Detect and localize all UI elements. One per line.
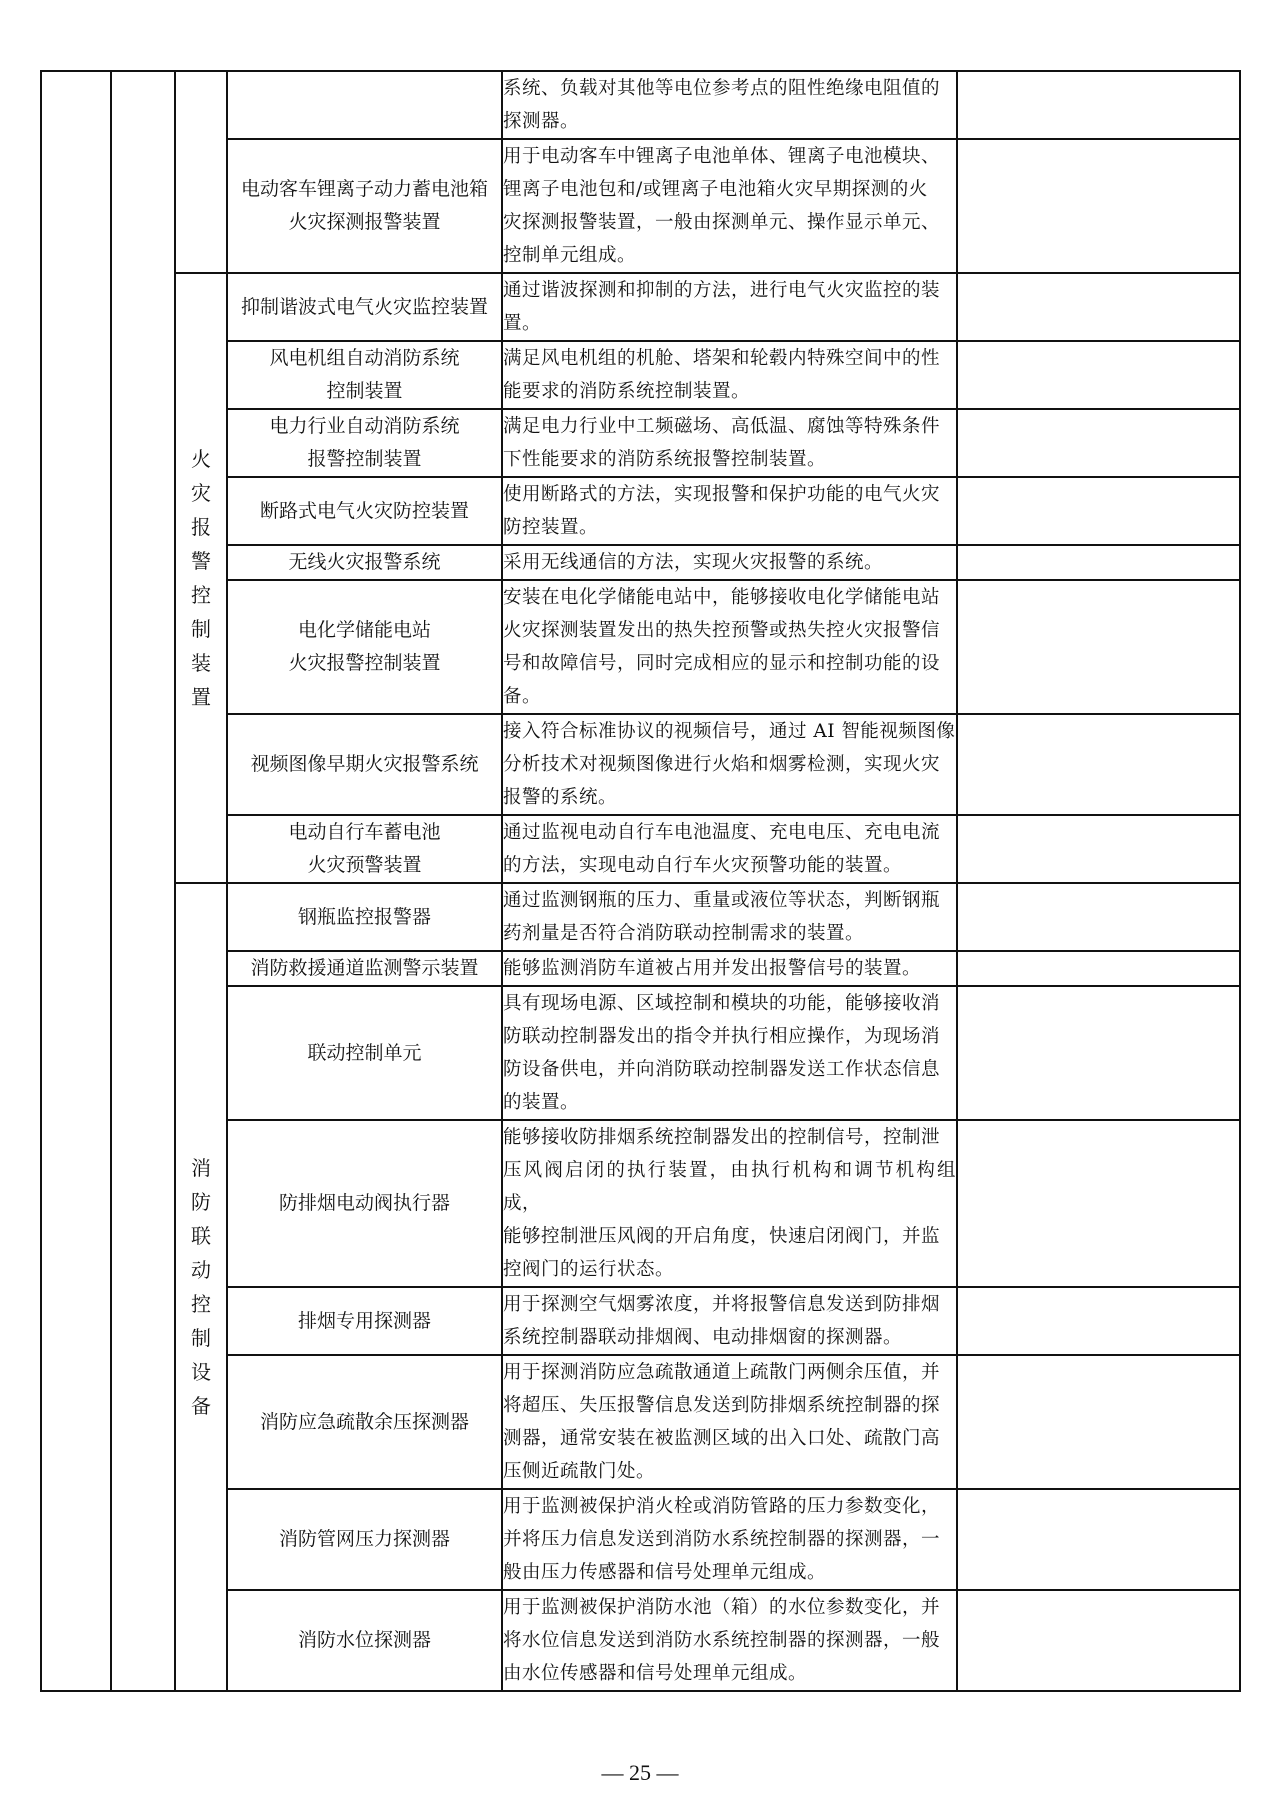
description-line: 接入符合标准协议的视频信号，通过 AI 智能视频图像 <box>503 721 956 742</box>
description-line: 探测器。 <box>503 111 580 132</box>
page-number: — 25 — <box>601 1760 679 1785</box>
category-label-char: 警 <box>191 549 211 573</box>
remarks-cell <box>957 580 1240 714</box>
product-name-line: 电力行业自动消防系统 <box>269 415 460 437</box>
remarks-cell <box>957 1590 1240 1691</box>
description-line: 压侧近疏散门处。 <box>503 1461 656 1482</box>
remarks-cell <box>957 409 1240 477</box>
product-description-cell <box>502 341 957 409</box>
category-label-char: 报 <box>191 515 211 539</box>
product-name-line: 消防应急疏散余压探测器 <box>259 1410 469 1433</box>
product-name-line: 火灾预警装置 <box>307 854 422 876</box>
remarks-cell <box>957 139 1240 273</box>
description-line: 能够监测消防车道被占用并发出报警信号的装置。 <box>503 958 922 979</box>
category-label-char: 动 <box>191 1258 211 1282</box>
description-line: 防控装置。 <box>503 517 599 538</box>
product-name-cell <box>227 714 502 815</box>
product-description-cell <box>502 273 957 341</box>
product-description-cell <box>502 477 957 545</box>
subclass-column <box>111 71 175 1691</box>
description-line: 控制单元组成。 <box>503 245 637 266</box>
product-name-cell <box>227 1590 502 1691</box>
product-description-cell <box>502 1355 957 1489</box>
table-row <box>41 273 1240 341</box>
product-name-cell <box>227 1287 502 1355</box>
product-description-cell <box>502 714 957 815</box>
description-line: 锂离子电池包和/或锂离子电池箱火灾早期探测的火 <box>503 179 928 200</box>
category-label-char: 装 <box>191 651 211 675</box>
category-label-char: 制 <box>191 1326 211 1350</box>
product-description-cell <box>502 951 957 986</box>
description-line: 能要求的消防系统控制装置。 <box>503 381 751 402</box>
product-name-cell <box>227 139 502 273</box>
description-line: 防联动控制器发出的指令并执行相应操作，为现场消 <box>503 1026 941 1047</box>
category-label-char: 控 <box>191 1292 211 1316</box>
category-label-char: 防 <box>191 1190 211 1214</box>
description-line: 系统控制器联动排烟阀、电动排烟窗的探测器。 <box>503 1327 903 1348</box>
remarks-cell <box>957 273 1240 341</box>
description-line: 压风阀启闭的执行装置，由执行机构和调节机构组成， <box>503 1160 956 1214</box>
product-name-line: 断路式电气火灾防控装置 <box>259 499 469 522</box>
category-label-char: 控 <box>191 583 211 607</box>
remarks-cell <box>957 545 1240 580</box>
category-cell-linkage-control <box>175 883 227 1691</box>
product-name-line: 电化学储能电站 <box>297 619 431 641</box>
product-name-cell <box>227 580 502 714</box>
remarks-cell <box>957 71 1240 139</box>
description-line: 报警的系统。 <box>503 787 618 808</box>
product-description-cell <box>502 1287 957 1355</box>
description-line: 用于探测消防应急疏散通道上疏散门两侧余压值，并 <box>503 1362 941 1383</box>
product-name-cell <box>227 71 502 139</box>
description-line: 的装置。 <box>503 1092 580 1113</box>
product-name-cell <box>227 815 502 883</box>
product-name-cell <box>227 409 502 477</box>
description-line: 采用无线通信的方法，实现火灾报警的系统。 <box>503 552 884 573</box>
category-label-char: 联 <box>191 1224 211 1248</box>
description-line: 用于探测空气烟雾浓度，并将报警信息发送到防排烟 <box>503 1294 941 1315</box>
description-line: 将水位信息发送到消防水系统控制器的探测器，一般 <box>503 1630 941 1651</box>
product-name-line: 无线火灾报警系统 <box>288 551 441 573</box>
product-description-cell <box>502 815 957 883</box>
product-description-cell <box>502 409 957 477</box>
description-line: 般由压力传感器和信号处理单元组成。 <box>503 1562 827 1583</box>
remarks-cell <box>957 477 1240 545</box>
product-name-cell <box>227 1489 502 1590</box>
product-name-cell <box>227 341 502 409</box>
class-column <box>41 71 111 1691</box>
category-label-char: 消 <box>191 1156 211 1180</box>
category-label-char: 火 <box>191 447 211 471</box>
table-row <box>41 883 1240 951</box>
description-line: 灾探测报警装置，一般由探测单元、操作显示单元、 <box>503 212 941 233</box>
product-name-line: 防排烟电动阀执行器 <box>278 1192 450 1214</box>
description-line: 并将压力信息发送到消防水系统控制器的探测器，一 <box>503 1529 941 1550</box>
description-line: 能够接收防排烟系统控制器发出的控制信号，控制泄 <box>503 1127 941 1148</box>
description-line: 火灾探测装置发出的热失控预警或热失控火灾报警信 <box>503 620 941 641</box>
description-line: 通过监测钢瓶的压力、重量或液位等状态，判断钢瓶 <box>503 890 941 911</box>
category-label-char: 置 <box>191 685 211 709</box>
description-line: 用于监测被保护消火栓或消防管路的压力参数变化， <box>503 1496 941 1517</box>
product-description-cell <box>502 1120 957 1287</box>
product-name-line: 电动客车锂离子动力蓄电池箱 <box>240 178 488 200</box>
remarks-cell <box>957 341 1240 409</box>
product-name-line: 消防水位探测器 <box>297 1629 431 1651</box>
product-name-line: 抑制谐波式电气火灾监控装置 <box>240 295 488 318</box>
description-line: 通过谐波探测和抑制的方法，进行电气火灾监控的装 <box>503 280 941 301</box>
product-name-line: 视频图像早期火灾报警系统 <box>250 753 479 775</box>
category-label-char: 制 <box>191 617 211 641</box>
product-description-cell <box>502 545 957 580</box>
product-name-line: 控制装置 <box>326 380 403 402</box>
product-name-line: 报警控制装置 <box>307 448 422 470</box>
description-line: 能够控制泄压风阀的开启角度，快速启闭阀门，并监 <box>503 1226 941 1247</box>
description-line: 控阀门的运行状态。 <box>503 1259 675 1280</box>
remarks-cell <box>957 815 1240 883</box>
description-line: 下性能要求的消防系统报警控制装置。 <box>503 449 827 470</box>
description-line: 备。 <box>503 686 542 707</box>
description-line: 置。 <box>503 313 542 334</box>
product-description-cell <box>502 71 957 139</box>
product-name-cell <box>227 883 502 951</box>
description-line: 满足风电机组的机舱、塔架和轮毂内特殊空间中的性 <box>503 348 941 369</box>
description-line: 系统、负载对其他等电位参考点的阻性绝缘电阻值的 <box>503 78 941 99</box>
product-name-line: 火灾报警控制装置 <box>288 652 441 674</box>
description-line: 使用断路式的方法，实现报警和保护功能的电气火灾 <box>503 484 941 505</box>
product-description-cell <box>502 1590 957 1691</box>
remarks-cell <box>957 951 1240 986</box>
category-label <box>191 1151 211 1423</box>
category-label-char: 设 <box>191 1360 211 1384</box>
description-line: 通过监视电动自行车电池温度、充电电压、充电电流 <box>503 822 941 843</box>
remarks-cell <box>957 883 1240 951</box>
product-name-line: 电动自行车蓄电池 <box>288 821 441 843</box>
product-description-cell <box>502 139 957 273</box>
product-name-line: 消防救援通道监测警示装置 <box>250 957 479 979</box>
table-row <box>41 71 1240 139</box>
product-name-line: 排烟专用探测器 <box>297 1309 431 1332</box>
product-name-cell <box>227 951 502 986</box>
product-name-cell <box>227 545 502 580</box>
product-description-cell <box>502 580 957 714</box>
product-name-line: 风电机组自动消防系统 <box>269 347 460 369</box>
product-name-cell <box>227 273 502 341</box>
remarks-cell <box>957 986 1240 1120</box>
remarks-cell <box>957 1120 1240 1287</box>
remarks-cell <box>957 1287 1240 1355</box>
category-label <box>191 442 211 714</box>
description-line: 安装在电化学储能电站中，能够接收电化学储能电站 <box>503 587 941 608</box>
product-name-line: 钢瓶监控报警器 <box>297 905 431 928</box>
remarks-cell <box>957 1489 1240 1590</box>
description-line: 号和故障信号，同时完成相应的显示和控制功能的设 <box>503 653 941 674</box>
product-description-cell <box>502 883 957 951</box>
description-line: 药剂量是否符合消防联动控制需求的装置。 <box>503 923 865 944</box>
product-name-cell <box>227 477 502 545</box>
description-line: 分析技术对视频图像进行火焰和烟雾检测，实现火灾 <box>503 754 941 775</box>
remarks-cell <box>957 714 1240 815</box>
product-catalog-table <box>40 70 1241 1692</box>
product-name-line: 火灾探测报警装置 <box>288 211 441 233</box>
product-description-cell <box>502 1489 957 1590</box>
description-line: 具有现场电源、区域控制和模块的功能，能够接收消 <box>503 993 941 1014</box>
category-cell-previous <box>175 71 227 273</box>
product-name-cell <box>227 1120 502 1287</box>
product-name-cell <box>227 1355 502 1489</box>
description-line: 防设备供电，并向消防联动控制器发送工作状态信息 <box>503 1059 941 1080</box>
product-name-line: 消防管网压力探测器 <box>278 1528 450 1550</box>
description-line: 由水位传感器和信号处理单元组成。 <box>503 1663 808 1684</box>
product-name-cell <box>227 986 502 1120</box>
description-line: 的方法，实现电动自行车火灾预警功能的装置。 <box>503 855 903 876</box>
description-line: 用于监测被保护消防水池（箱）的水位参数变化，并 <box>503 1597 941 1618</box>
remarks-cell <box>957 1355 1240 1489</box>
product-name-line: 联动控制单元 <box>307 1041 422 1064</box>
category-label-char: 灾 <box>191 481 211 505</box>
description-line: 测器，通常安装在被监测区域的出入口处、疏散门高 <box>503 1428 941 1449</box>
product-description-cell <box>502 986 957 1120</box>
description-line: 将超压、失压报警信息发送到防排烟系统控制器的探 <box>503 1395 941 1416</box>
category-cell-fire-alarm-control <box>175 273 227 883</box>
category-label-char: 备 <box>191 1394 211 1418</box>
description-line: 满足电力行业中工频磁场、高低温、腐蚀等特殊条件 <box>503 416 941 437</box>
description-line: 用于电动客车中锂离子电池单体、锂离子电池模块、 <box>503 146 941 167</box>
